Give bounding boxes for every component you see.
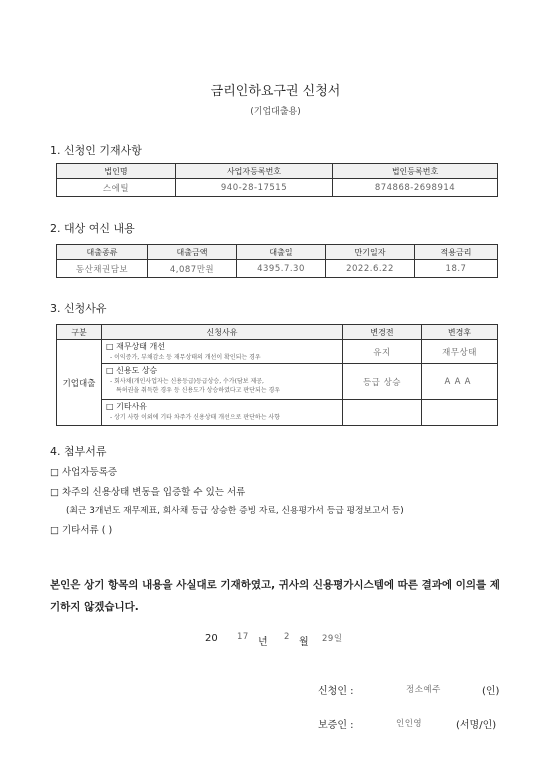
col-reason: 신청사유	[102, 325, 343, 340]
section4-heading: 4. 첨부서류	[50, 445, 107, 458]
interest-rate-value: 18.7	[415, 260, 498, 278]
reason-row	[102, 364, 343, 400]
declaration-text: 본인은 상기 항목의 내용을 사실대로 기재하였고, 귀사의 신용평가시스템에 따른 결과에 이의를 제기하지 않겠습니다.	[50, 579, 500, 613]
guarantor-name: 인인영	[396, 719, 423, 729]
maturity-date-value: 2022.6.22	[326, 260, 415, 278]
attachment-item: □ 사업자등록증	[50, 467, 118, 478]
loan-type-value: 동산채권담보	[57, 260, 148, 278]
before-value	[343, 400, 422, 426]
guarantor-seal: (서명/인)	[456, 720, 497, 731]
reason-detail: - 상기 사항 이외에 기타 차주가 신용상태 개선으로 판단하는 사항	[110, 414, 281, 421]
attachment-note: (최근 3개년도 재무제표, 회사채 등급 상승한 증빙 자료, 신용평가서 등급 평정보고서 등)	[66, 506, 404, 516]
applicant-label: 신청인 :	[318, 686, 354, 697]
attachment-item: □ 차주의 신용상태 변동을 입증할 수 있는 서류	[50, 487, 246, 498]
document-subtitle: (기업대출용)	[250, 107, 301, 117]
col-interest-rate: 적용금리	[415, 245, 498, 260]
date-year-label: 년	[258, 637, 268, 648]
col-maturity-date: 만기일자	[326, 245, 415, 260]
reason-title: □ 신용도 상승	[106, 366, 158, 375]
guarantor-label: 보증인 :	[318, 720, 354, 731]
attachment-item: □ 기타서류 ( )	[50, 525, 113, 536]
date-century: 20	[205, 633, 218, 644]
col-loan-type: 대출종류	[57, 245, 148, 260]
col-loan-amount: 대출금액	[148, 245, 237, 260]
col-biz-reg-no: 사업자등록번호	[176, 164, 333, 179]
after-value: AAA	[422, 364, 498, 400]
section1-heading: 1. 신청인 기재사항	[50, 144, 142, 157]
reason-title: □ 기타사유	[106, 402, 148, 411]
after-value	[422, 400, 498, 426]
section3-heading: 3. 신청사유	[50, 302, 107, 315]
section2-heading: 2. 대상 여신 내용	[50, 222, 135, 235]
reason-detail: - 회사채(개인사업자는 신용등급)등급상승, 수가(담보 제공,	[110, 378, 264, 385]
applicant-name: 정소예주	[406, 685, 441, 695]
col-before: 변경전	[343, 325, 422, 340]
before-value: 유지	[343, 340, 422, 364]
after-value: 재무상태	[422, 340, 498, 364]
loan-amount-value: 4,087만원	[148, 260, 237, 278]
category-cell: 기업대출	[57, 340, 102, 426]
col-after: 변경후	[422, 325, 498, 340]
reason-row	[102, 340, 343, 364]
reason-row	[102, 400, 343, 426]
date-year: 17	[237, 632, 249, 642]
col-category: 구분	[57, 325, 102, 340]
document-title: 금리인하요구권 신청서	[210, 84, 341, 99]
date-day: 29일	[322, 634, 343, 644]
reason-title: □ 재무상태 개선	[106, 342, 166, 351]
reason-table	[56, 324, 498, 426]
col-corp-name: 법인명	[57, 164, 176, 179]
applicant-table	[56, 163, 498, 197]
date-month-label: 월	[299, 637, 309, 648]
col-loan-date: 대출일	[237, 245, 326, 260]
corp-name-value: 스에틸	[57, 179, 176, 197]
before-value: 등급 상승	[343, 364, 422, 400]
col-corp-reg-no: 법인등록번호	[333, 164, 498, 179]
loan-table	[56, 244, 498, 278]
loan-date-value: 4395.7.30	[237, 260, 326, 278]
reason-detail: 특허권을 취득한 경우 등 신용도가 상승하였다고 판단되는 경우	[116, 387, 281, 394]
corp-reg-no-value: 874868-2698914	[333, 179, 498, 197]
applicant-seal: (인)	[482, 686, 500, 697]
biz-reg-no-value: 940-28-17515	[176, 179, 333, 197]
reason-detail: - 이익증가, 부채감소 등 재무상태의 개선이 확인되는 경우	[110, 354, 261, 361]
date-month: 2	[284, 632, 290, 642]
